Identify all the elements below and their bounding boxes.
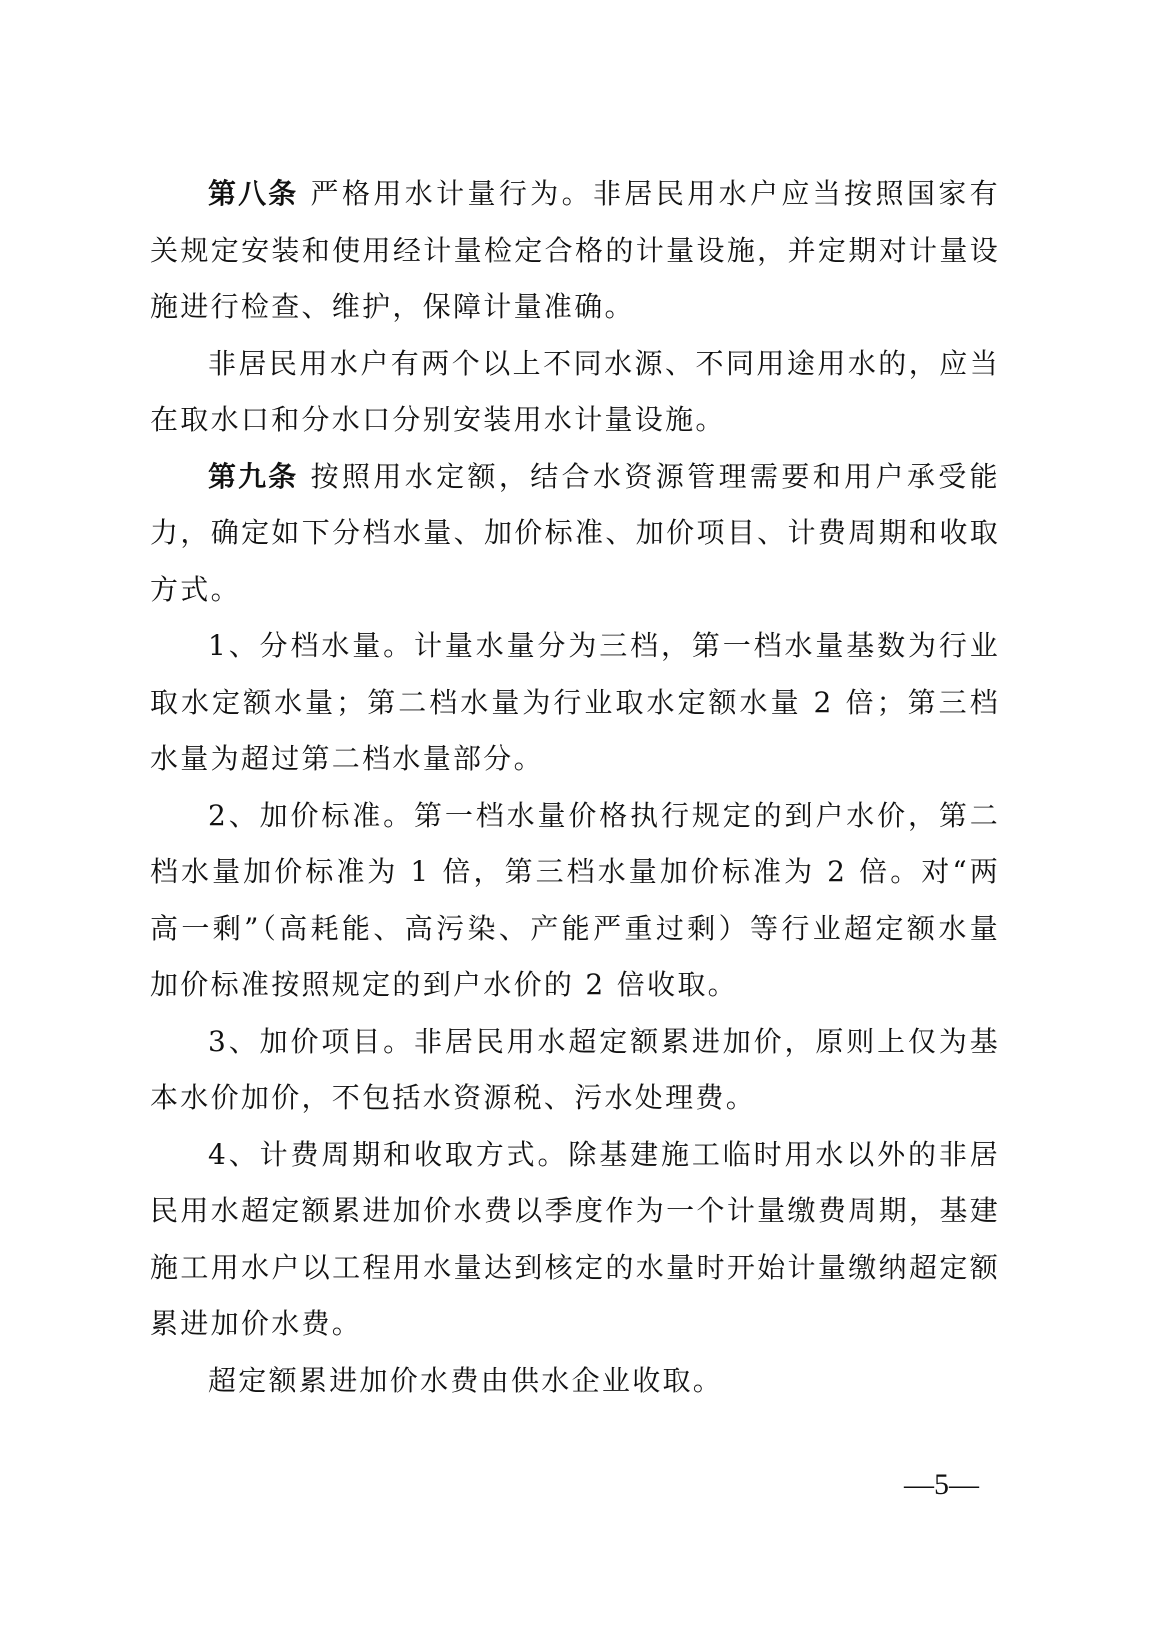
item-2-surcharge-standard xyxy=(150,788,1000,1014)
document-body xyxy=(150,166,1000,1409)
article-8-clause-2-text: 非居民用水户有两个以上不同水源、不同用途用水的，应当在取水口和分水口分别安装用水计量设施。 xyxy=(150,346,1000,436)
article-8-heading: 第八条 xyxy=(208,177,299,210)
item-3-surcharge-items xyxy=(150,1014,1000,1127)
article-8-paragraph xyxy=(150,166,1000,336)
item-4-billing-cycle xyxy=(150,1127,1000,1353)
item-1-tiered-volume xyxy=(150,618,1000,788)
item-4-text: 4、计费周期和收取方式。除基建施工临时用水以外的非居民用水超定额累进加价水费以季度作为一个计量缴费周期，基建施工用水户以工程用水量达到核定的水量时开始计量缴纳超定额累进加价水费。 xyxy=(150,1137,1000,1340)
article-9-paragraph xyxy=(150,449,1000,619)
article-8-text: 严格用水计量行为。非居民用水户应当按照国家有关规定安装和使用经计量检定合格的计量设施，并定期对计量设施进行检查、维护，保障计量准确。 xyxy=(150,177,1000,323)
article-9-heading: 第九条 xyxy=(208,459,299,493)
collection-text: 超定额累进加价水费由供水企业收取。 xyxy=(208,1363,724,1397)
article-8-clause-2 xyxy=(150,336,1000,449)
item-3-text: 3、加价项目。非居民用水超定额累进加价，原则上仅为基本水价加价，不包括水资源税、污水处理费。 xyxy=(150,1024,1000,1114)
item-2-text: 2、加价标准。第一档水量价格执行规定的到户水价，第二档水量加价标准为 1 倍，第三档水量加价标准为 2 倍。对“两高一剩”（高耗能、高污染、产能严重过剩）等行业超定额水量加价标准按照规定的到户水价的 2 倍收取。 xyxy=(150,798,1000,1001)
article-9-text: 按照用水定额，结合水资源管理需要和用户承受能力，确定如下分档水量、加价标准、加价项目、计费周期和收取方式。 xyxy=(150,459,1000,606)
page-number: —5— xyxy=(904,1468,979,1501)
item-1-text: 1、分档水量。计量水量分为三档，第一档水量基数为行业取水定额水量；第二档水量为行业取水定额水量 2 倍；第三档水量为超过第二档水量部分。 xyxy=(150,629,1000,775)
collection-paragraph xyxy=(150,1353,1000,1410)
